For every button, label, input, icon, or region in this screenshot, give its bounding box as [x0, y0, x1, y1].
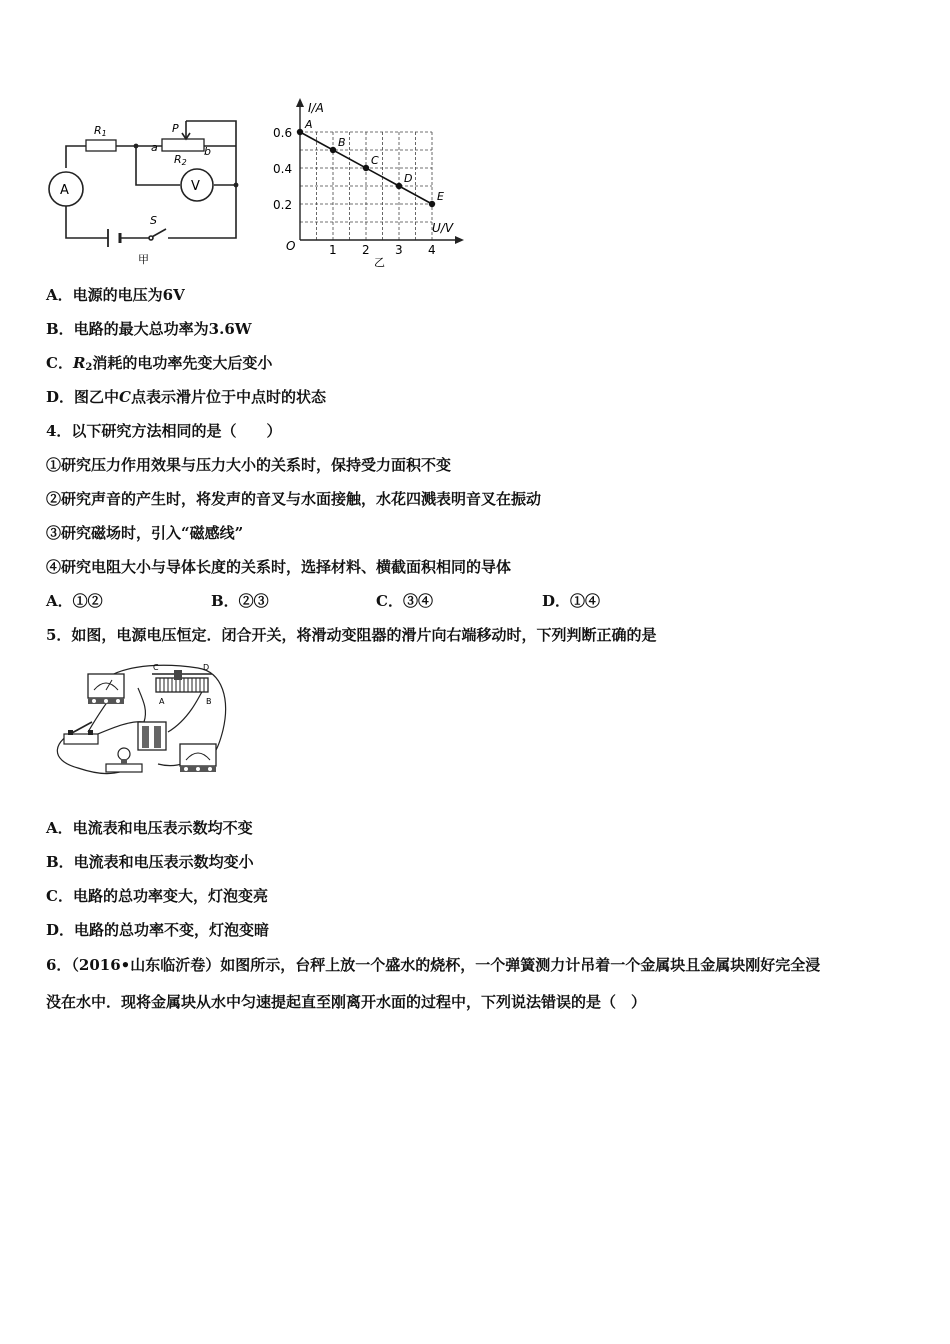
q6-stem-line1: 6．（2016•山东临沂卷）如图所示，台秤上放一个盛水的烧杯，一个弹簧测力计吊着一个金属块且金属块刚好完全浸 [46, 956, 821, 974]
data-point-label: A [305, 118, 313, 131]
x-tick-label: 3 [395, 243, 403, 257]
q4-option-b: B．②③ [211, 592, 269, 610]
fig5-label-d: D [203, 663, 210, 672]
y-tick-label: 0.2 [273, 198, 293, 212]
label-p: P [172, 122, 179, 135]
label-s: S [150, 214, 157, 227]
y-tick-label: 0.4 [273, 162, 293, 176]
rheostat-device [152, 663, 212, 706]
q4-option-a: A．①② [46, 592, 103, 610]
caption-jia: 甲 [138, 253, 149, 266]
data-point-label: D [404, 172, 413, 185]
q3-option-a: A．电源的电压为6V [46, 286, 185, 304]
q5-option-a: A．电流表和电压表示数均不变 [46, 819, 253, 837]
x-axis-arrow [455, 236, 464, 244]
y-tick-label: 0.6 [273, 126, 293, 140]
x-tick-label: 4 [428, 243, 436, 257]
battery-pack-device [138, 722, 166, 750]
x-axis-label: U/V [432, 221, 454, 235]
fig5-label-a: A [159, 697, 165, 706]
q5-option-d: D．电路的总功率不变，灯泡变暗 [46, 921, 270, 939]
voltmeter-label: V [191, 179, 200, 194]
q5-stem: 5．如图，电源电压恒定．闭合开关，将滑动变阻器的滑片向右端移动时，下列判断正确的是 [46, 626, 657, 644]
circuit-diagram [40, 110, 250, 270]
label-r2: R2 [174, 153, 187, 167]
data-point [363, 165, 369, 171]
switch-device [64, 722, 98, 744]
resistor-r1 [86, 140, 116, 151]
data-point [297, 129, 303, 135]
y-axis-arrow [296, 98, 304, 107]
data-point-label: B [338, 136, 346, 149]
voltmeter-device [180, 744, 216, 772]
label-a-end: a [151, 141, 158, 154]
y-axis-label: I/A [308, 101, 324, 115]
chart-caption: 乙 [374, 256, 385, 268]
data-point [396, 183, 402, 189]
q5-option-b: B．电流表和电压表示数均变小 [46, 853, 254, 871]
iu-chart [268, 96, 468, 268]
q4-item-4: ④研究电阻大小与导体长度的关系时，选择材料、横截面积相同的导体 [46, 558, 512, 576]
q5-apparatus-figure [48, 660, 233, 780]
q4-item-2: ②研究声音的产生时，将发声的音叉与水面接触，水花四溅表明音叉在振动 [46, 490, 542, 508]
q4-stem: 4．以下研究方法相同的是（ ） [46, 422, 282, 440]
label-b-end: b [204, 145, 211, 158]
x-tick-label: 2 [362, 243, 370, 257]
data-point-label: E [437, 190, 444, 203]
ammeter-label: A [60, 183, 69, 198]
q4-option-d: D．①④ [542, 592, 601, 610]
data-point [330, 147, 336, 153]
q5-option-c: C．电路的总功率变大，灯泡变亮 [46, 887, 268, 905]
q4-options [46, 591, 746, 611]
ammeter-device [88, 674, 124, 704]
q4-item-1: ①研究压力作用效果与压力大小的关系时，保持受力面积不变 [46, 456, 452, 474]
q3-option-b: B．电路的最大总功率为3.6W [46, 320, 252, 338]
rheostat-r2 [162, 139, 204, 151]
x-tick-label: 1 [329, 243, 337, 257]
fig5-label-b: B [206, 697, 212, 706]
q3-option-c: C．$R_2$消耗的电功率先变大后变小 [46, 354, 273, 373]
fig5-label-c: C [153, 663, 159, 672]
q6-stem-line2: 没在水中．现将金属块从水中匀速提起直至刚离开水面的过程中，下列说法错误的是（ ） [46, 993, 647, 1011]
origin-label: O [286, 239, 296, 253]
bulb-device [106, 748, 142, 772]
q4-option-c: C．③④ [376, 592, 433, 610]
q4-item-3: ③研究磁场时，引入“磁感线” [46, 524, 244, 542]
q3-option-d: D．图乙中C点表示滑片位于中点时的状态 [46, 388, 326, 406]
data-point-label: C [371, 154, 379, 167]
label-r1: R1 [94, 124, 107, 138]
data-point [429, 201, 435, 207]
